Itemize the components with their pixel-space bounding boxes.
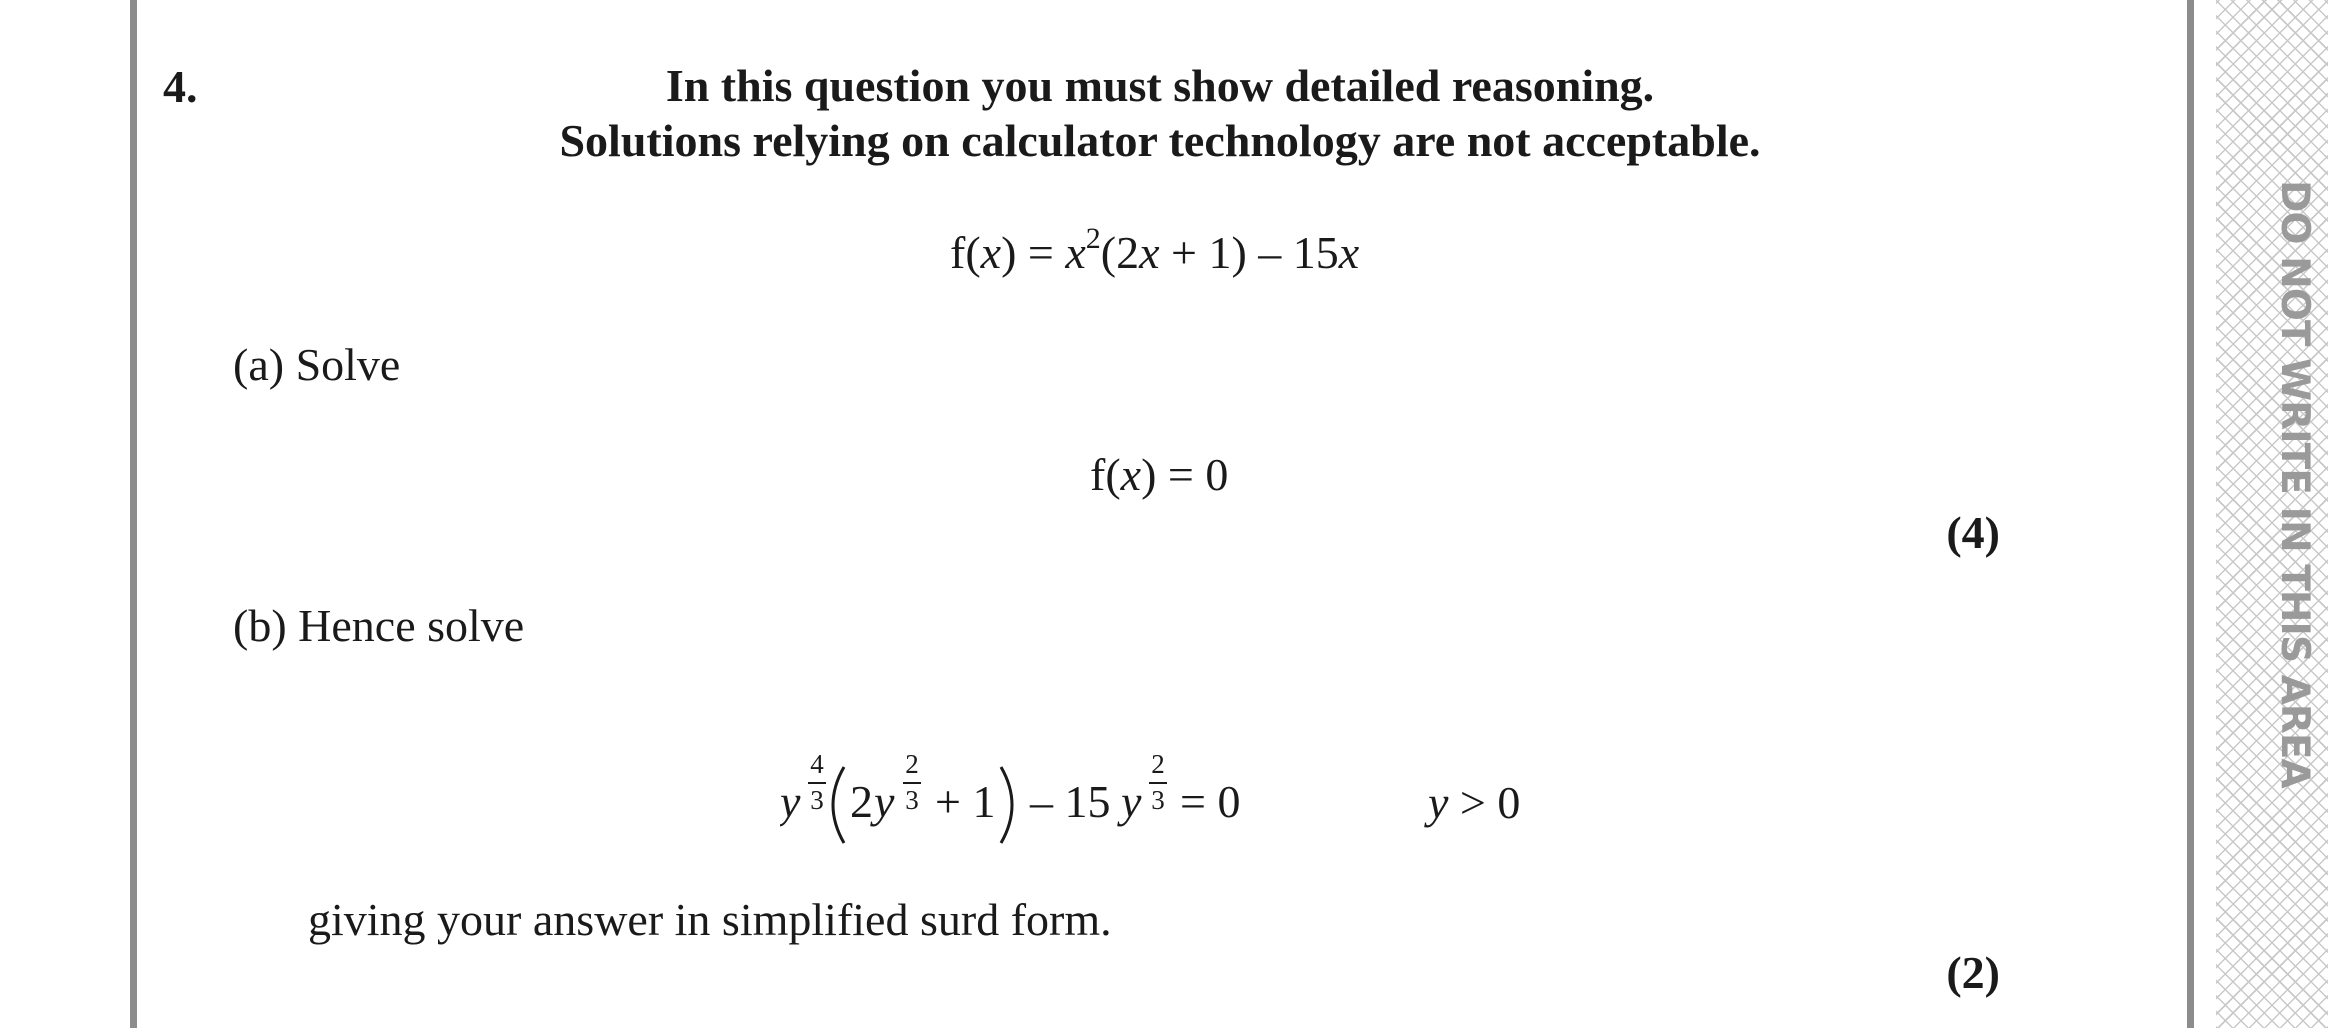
eq-y-1: y bbox=[780, 776, 801, 827]
part-a-label: (a) bbox=[233, 339, 285, 390]
part-b-equation bbox=[780, 725, 1260, 865]
eq-right-paren bbox=[1001, 767, 1012, 843]
margin-warning: DO NOT WRITE IN THIS AREA bbox=[2272, 180, 2317, 788]
eq-y-2: y bbox=[874, 776, 895, 827]
part-b-closing: giving your answer in simplified surd form. bbox=[308, 894, 1112, 945]
part-a-prompt: Solve bbox=[295, 339, 401, 390]
part-a-equation: f(x) = 0 bbox=[1090, 449, 1229, 500]
part-b-heading bbox=[233, 599, 524, 652]
part-b-prompt: Hence solve bbox=[298, 600, 525, 651]
part-a-marks: (4) bbox=[1946, 507, 2000, 558]
eq-minus-15: – 15 bbox=[1030, 776, 1111, 827]
page-border-right bbox=[2187, 0, 2194, 1028]
eq-plus-one: + 1 bbox=[935, 776, 996, 827]
part-b-condition: y > 0 bbox=[1428, 777, 1521, 828]
eq-equals-zero: = 0 bbox=[1180, 776, 1241, 827]
eq-exp2-den: 3 bbox=[905, 785, 919, 815]
question-number: 4. bbox=[163, 61, 198, 112]
part-a-heading bbox=[233, 338, 400, 391]
instruction-line-1: In this question you must show detailed reasoning. bbox=[665, 60, 1655, 111]
eq-exp3-den: 3 bbox=[1151, 785, 1165, 815]
page-border-left bbox=[130, 0, 137, 1028]
eq-exp3-num: 2 bbox=[1151, 749, 1165, 779]
eq-y-3: y bbox=[1121, 776, 1142, 827]
eq-exp1-num: 4 bbox=[810, 749, 824, 779]
eq-two: 2 bbox=[850, 776, 873, 827]
part-b-marks: (2) bbox=[1946, 947, 2000, 998]
function-definition: $f(x) = x^2(2x + 1) - 15x$ bbox=[950, 222, 1360, 278]
part-b-label: (b) bbox=[233, 600, 287, 651]
instruction-line-2: Solutions relying on calculator technology are not acceptable. bbox=[559, 115, 1761, 166]
eq-exp1-den: 3 bbox=[810, 785, 824, 815]
eq-exp2-num: 2 bbox=[905, 749, 919, 779]
eq-left-paren bbox=[833, 767, 844, 843]
